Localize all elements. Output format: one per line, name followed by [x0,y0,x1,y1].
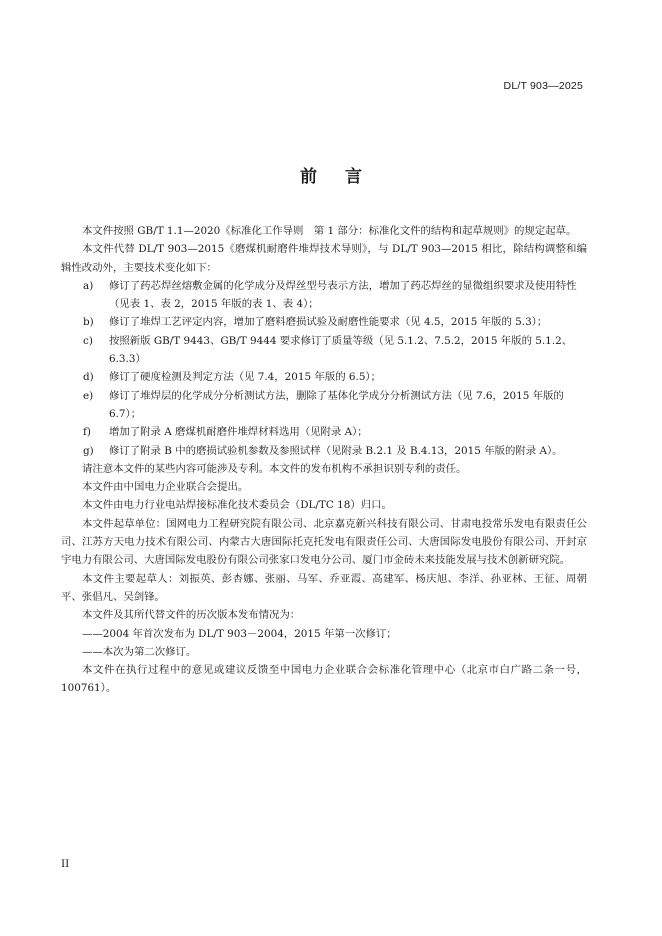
change-item-text: 修订了堆焊工艺评定内容，增加了磨料磨损试验及耐磨性能要求（见 4.5，2015 年版的 5.3）； [109,316,548,329]
change-item-text: 修订了附录 B 中的磨损试验机参数及参照试样（见附录 B.2.1 及 B.4.13，2015 年版的附录 A）。 [109,444,563,457]
paragraph-version-history: 本文件及其所代替文件的历次版本发布情况为： [82,609,301,622]
title-char-2: 言 [345,167,362,187]
paragraph-history-item: ——2004 年首次发布为 DL/T 903－2004，2015 年第一次修订； [82,627,397,640]
change-item [61,442,587,460]
change-item-mark: f) [83,426,91,439]
change-item-text: 修订了堆焊层的化学成分分析测试方法，删除了基体化学成分分析测试方法（见 7.6，2015 年版的 6.7）； [109,389,564,420]
change-item-mark: c) [83,334,93,347]
paragraph-drafters: 本文件主要起草人：刘振英、彭杏娜、张丽、马军、乔亚霞、高建军、杨庆旭、李洋、孙亚林、王征、周朝平、张倡凡、吴剑锋。 [61,572,587,603]
change-item-mark: g) [83,444,94,457]
change-item [61,423,587,441]
change-item-text: 增加了附录 A 磨煤机耐磨件堆焊材料选用（见附录 A）； [109,426,368,439]
change-item [61,332,587,369]
change-item [61,313,587,331]
paragraph-patent-notice: 请注意本文件的某些内容可能涉及专利。本文件的发布机构不承担识别专利的责任。 [82,462,467,475]
paragraph-under-jurisdiction: 本文件由电力行业电站焊接标准化技术委员会（DL/TC 18）归口。 [82,499,392,512]
page-title [0,162,662,187]
paragraph-proposed-by: 本文件由中国电力企业联合会提出。 [82,481,249,494]
change-item [61,387,587,424]
change-item-text: 修订了硬度检测及判定方法（见 7.4，2015 年版的 6.5）； [109,371,382,384]
foreword-body [61,222,587,698]
change-item-text: 修订了药芯焊丝熔敷金属的化学成分及焊丝型号表示方法，增加了药芯焊丝的显微组织要求及使用特性（见表 1、表 2，2015 年版的表 1、表 4）； [109,279,577,311]
change-item-text: 按照新版 GB/T 9443、GB/T 9444 要求修订了质量等级（见 5.1.2、7.5.2，2015 年版的 5.1.2、6.3.3） [109,334,573,366]
change-item-mark: d) [83,371,94,384]
change-item-mark: e) [83,389,94,402]
change-item [61,368,587,386]
paragraph-feedback: 本文件在执行过程中的意见或建议反馈至中国电力企业联合会标准化管理中心（北京市白广路二条一号，100761）。 [61,664,587,695]
paragraph-replaces: 本文件代替 DL/T 903—2015《磨煤机耐磨件堆焊技术导则》，与 DL/T 903—2015 相比，除结构调整和编辑性改动外，主要技术变化如下： [61,243,587,274]
paragraph-drafting-units: 本文件起草单位：国网电力工程研究院有限公司、北京嘉克新兴科技有限公司、甘肃电投常乐发电有限责任公司、江苏方天电力技术有限公司、内蒙古大唐国际托克托发电有限责任公司、大唐国际发电股份有限公司、开封京宇电力有限公司、大唐国际发电股份有限公司张家口发电分公司、厦门市金砖未来技能发展与技术创新研究院。 [61,517,587,567]
change-item-mark: b) [83,316,94,329]
page-number: II [61,858,70,870]
title-char-1: 前 [300,167,317,187]
paragraph-drafting-rules: 本文件按照 GB/T 1.1—2020《标准化工作导则 第 1 部分：标准化文件的结构和起草规则》的规定起草。 [82,225,577,237]
change-item-mark: a) [83,279,94,292]
change-item [61,277,587,314]
document-code: DL/T 903—2025 [503,80,583,92]
paragraph-history-item: ——本次为第二次修订。 [82,645,197,658]
